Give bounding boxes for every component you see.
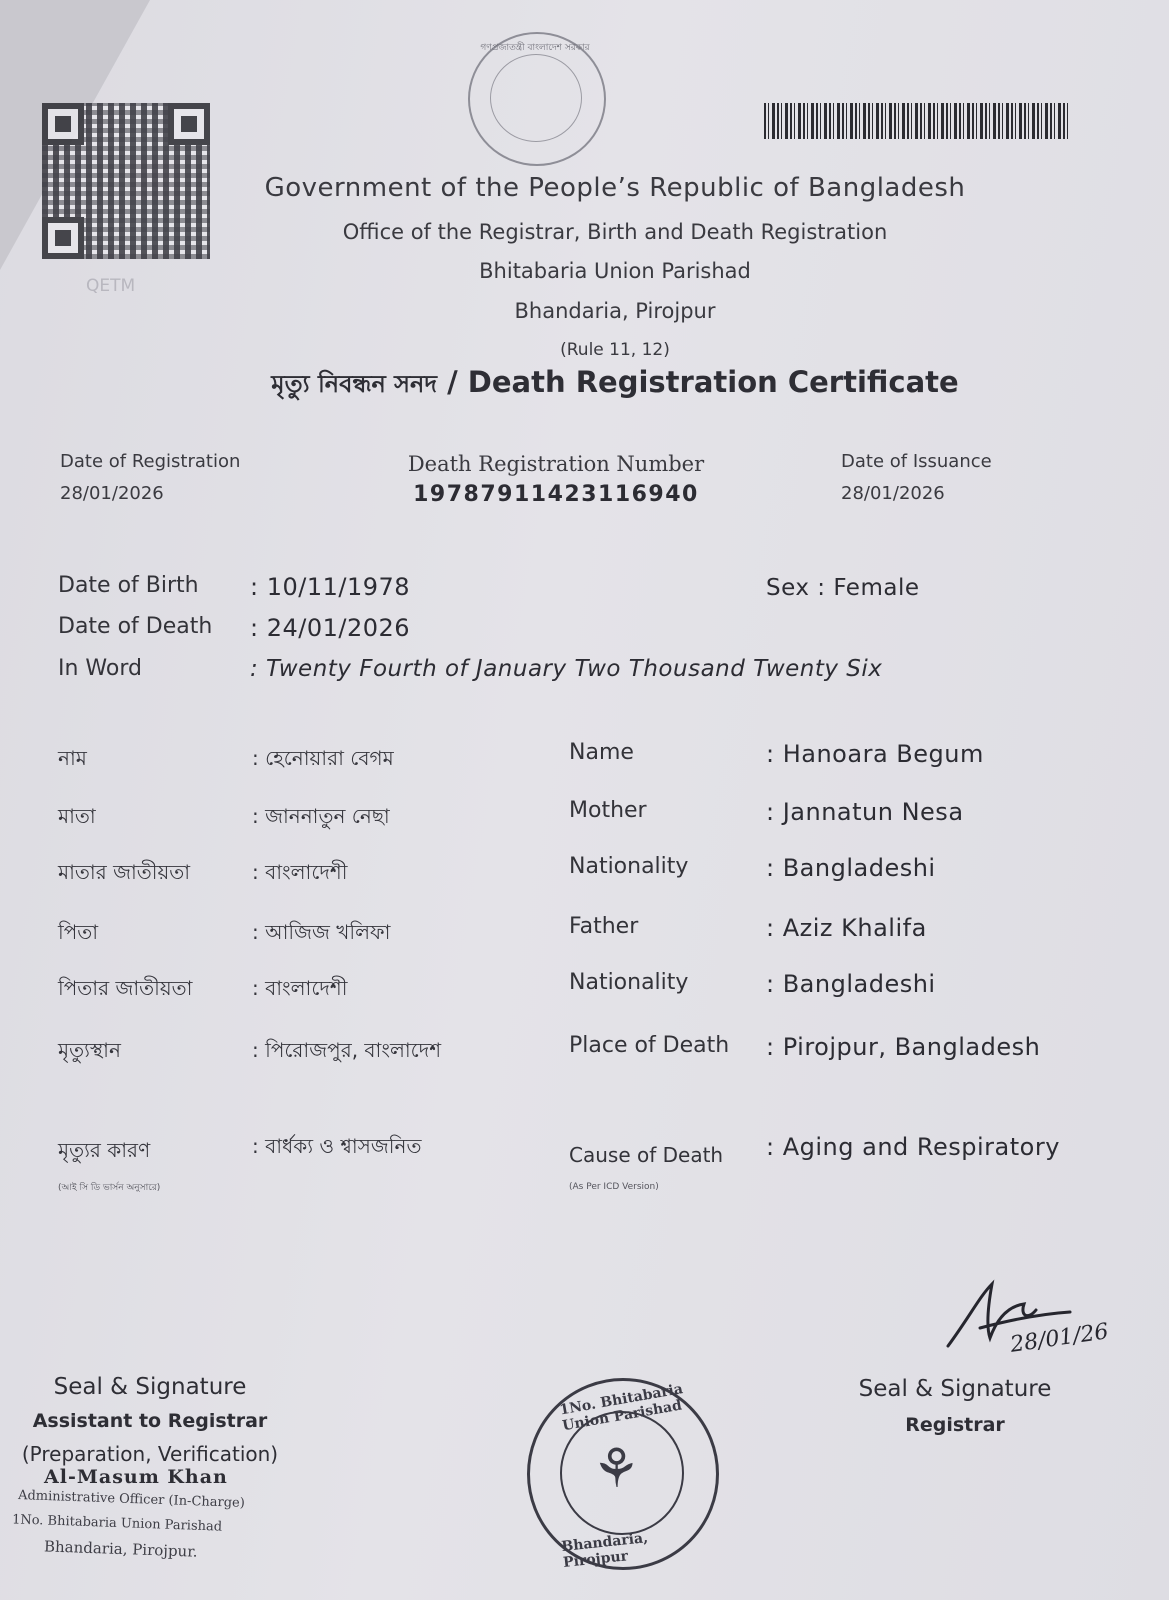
registration-number-label: Death Registration Number (407, 452, 705, 476)
assistant-role: Assistant to Registrar (32, 1410, 268, 1432)
barcode (764, 103, 1070, 139)
seal-text: গণপ্রজাতন্ত্রী বাংলাদেশ সরকার (480, 43, 590, 53)
officer-designation: Administrative Officer (In-Charge) (17, 1488, 246, 1511)
seal-ring-text: 1No. Bhitabaria Union Parishad (558, 1381, 685, 1435)
qr-finder-icon (42, 217, 84, 259)
detail-en-value: : Jannatun Nesa (766, 798, 964, 826)
detail-en-label: Name (569, 740, 634, 765)
birth-date-value: : 10/11/1978 (250, 573, 411, 601)
registration-date-label: Date of Registration (60, 451, 241, 472)
birth-date-label: Date of Birth (58, 573, 199, 598)
death-date-value: : 24/01/2026 (250, 614, 411, 642)
detail-bn-label: মাতার জাতীয়তা (58, 860, 191, 884)
issuance-date-label: Date of Issuance (841, 451, 992, 472)
detail-bn-label: মাতা (58, 804, 96, 828)
registrar-seal-heading: Seal & Signature (858, 1376, 1052, 1402)
detail-en-label: Place of Death (569, 1033, 730, 1058)
detail-en-label: Father (569, 914, 639, 939)
cause-note-en: (As Per ICD Version) (569, 1182, 659, 1192)
location-heading: Bhandaria, Pirojpur (514, 299, 716, 323)
detail-bn-label: মৃত্যুস্থান (58, 1038, 121, 1062)
detail-en-value: : Hanoara Begum (766, 740, 984, 768)
detail-bn-label: পিতা (58, 920, 99, 944)
qr-finder-icon (168, 103, 210, 145)
detail-en-label: Nationality (569, 854, 689, 879)
detail-bn-value: : বার্ধক্য ও শ্বাসজনিত (252, 1134, 422, 1158)
detail-en-label: Nationality (569, 970, 689, 995)
sex-value: Sex : Female (766, 575, 920, 601)
registration-date-value: 28/01/2026 (60, 483, 164, 504)
union-heading: Bhitabaria Union Parishad (479, 259, 751, 283)
certificate-title (160, 365, 1070, 406)
detail-en-label: Mother (569, 798, 647, 823)
officer-place: Bhandaria, Pirojpur. (43, 1537, 198, 1561)
detail-bn-label: পিতার জাতীয়তা (58, 976, 193, 1000)
detail-en-value: : Pirojpur, Bangladesh (766, 1033, 1041, 1061)
detail-bn-value: : আজিজ খলিফা (252, 920, 391, 944)
rule-text: (Rule 11, 12) (560, 340, 670, 360)
in-word-label: In Word (58, 656, 142, 681)
office-heading: Office of the Registrar, Birth and Death Registration (342, 220, 888, 244)
assistant-task: (Preparation, Verification) (21, 1442, 279, 1466)
govt-heading: Government of the People’s Republic of Bangladesh (264, 173, 966, 203)
cause-note-bn: (আই সি ডি ভার্সন অনুসারে) (58, 1183, 161, 1193)
title-bn: মৃত্যু নিবন্ধন সনদ (271, 370, 437, 398)
handwritten-date: 28/01/26 (1008, 1319, 1111, 1358)
registrar-role: Registrar (905, 1414, 1005, 1436)
detail-bn-value: : জাননাতুন নেছা (252, 804, 390, 828)
detail-bn-label: নাম (58, 746, 87, 770)
registration-number-value: 19787911423116940 (413, 482, 699, 507)
detail-bn-value: : বাংলাদেশী (252, 976, 348, 1000)
detail-bn-value: : হেনোয়ারা বেগম (252, 746, 394, 770)
detail-en-label: Cause of Death (569, 1143, 724, 1167)
emblem-icon: ⚘ (592, 1437, 641, 1500)
death-date-label: Date of Death (58, 614, 213, 639)
detail-bn-value: : পিরোজপুর, বাংলাদেশ (252, 1038, 442, 1062)
detail-bn-value: : বাংলাদেশী (252, 860, 348, 884)
officer-name: Al-Masum Khan (44, 1466, 228, 1488)
title-separator: / (436, 365, 468, 399)
issuance-date-value: 28/01/2026 (841, 483, 945, 504)
detail-en-value: : Aging and Respiratory (766, 1133, 1060, 1161)
officer-union: 1No. Bhitabaria Union Parishad (11, 1512, 223, 1535)
detail-en-value: : Bangladeshi (766, 970, 936, 998)
title-en: Death Registration Certificate (467, 365, 959, 399)
in-word-value: : Twenty Fourth of January Two Thousand Twenty Six (250, 656, 883, 682)
detail-bn-label: মৃত্যুর কারণ (58, 1138, 151, 1162)
qr-finder-icon (42, 103, 84, 145)
union-parishad-seal-icon (527, 1378, 719, 1570)
assistant-seal-heading: Seal & Signature (53, 1374, 247, 1400)
qr-caption: QETM (86, 276, 136, 296)
detail-en-value: : Aziz Khalifa (766, 914, 927, 942)
detail-en-value: : Bangladeshi (766, 854, 936, 882)
seal-bottom-text: Bhandaria, Pirojpur (560, 1530, 649, 1571)
